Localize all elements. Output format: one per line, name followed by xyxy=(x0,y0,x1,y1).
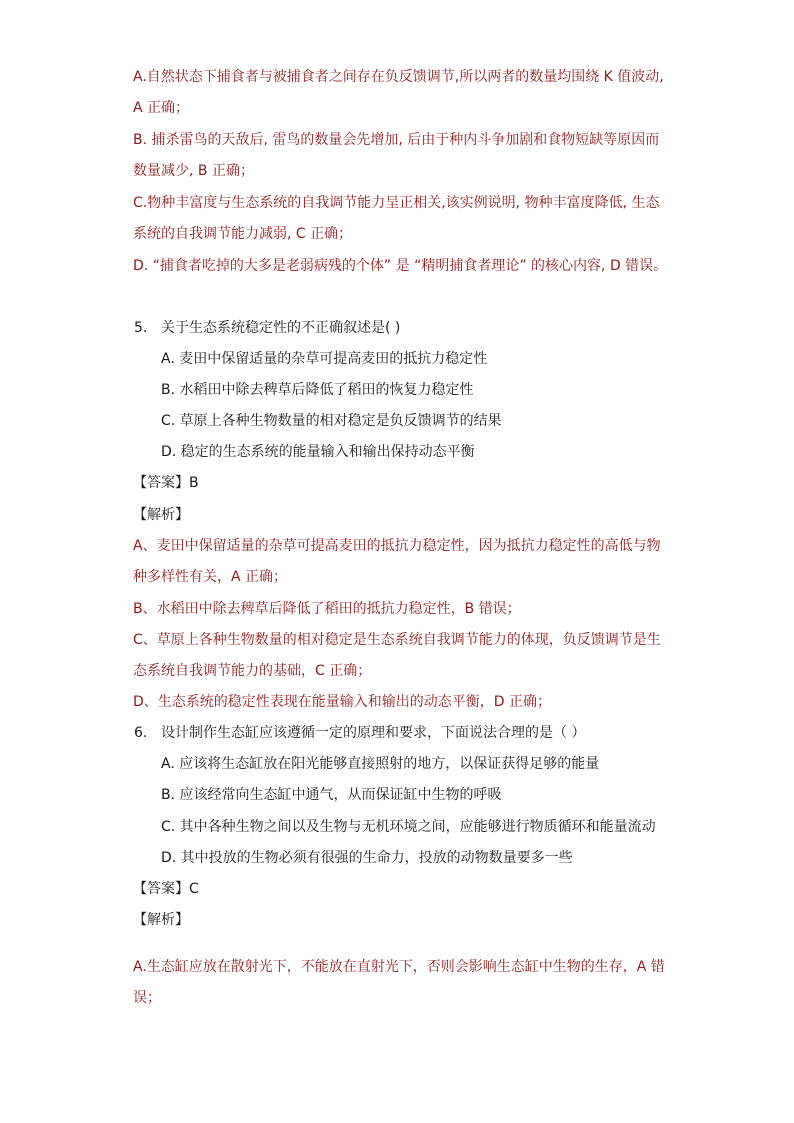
question-5-option-d: D. 稳定的生态系统的能量输入和输出保持动态平衡 xyxy=(161,444,475,460)
question-6-analysis-line-1: A.生态缸应放在散射光下，不能放在直射光下，否则会影响生态缸中生物的生存，A 错 xyxy=(133,959,665,975)
question-6-option-b: B. 应该经常向生态缸中通气，从而保证缸中生物的呼吸 xyxy=(161,787,502,803)
question-6-option-a: A. 应该将生态缸放在阳光能够直接照射的地方，以保证获得足够的能量 xyxy=(161,756,600,772)
prev-explanation-line-7: D. “捕食者吃掉的大多是老弱病残的个体” 是 “精明捕食者理论” 的核心内容, D 错误。 xyxy=(133,258,668,274)
question-5-analysis-line-3: B、水稻田中除去稗草后降低了稻田的抵抗力稳定性，B 错误； xyxy=(133,601,521,617)
question-5-option-a: A. 麦田中保留适量的杂草可提高麦田的抵抗力稳定性 xyxy=(161,351,488,367)
question-6-stem: 设计制作生态缸应该遵循一定的原理和要求，下面说法合理的是（ ） xyxy=(161,725,586,741)
question-5-analysis-line-1: A、麦田中保留适量的杂草可提高麦田的抵抗力稳定性，因为抵抗力稳定性的高低与物 xyxy=(133,538,661,554)
question-6-number: 6. xyxy=(134,725,148,741)
question-6-analysis-label: 【解析】 xyxy=(133,912,189,928)
question-5-answer: 【答案】B xyxy=(133,475,199,491)
prev-explanation-line-1: A.自然状态下捕食者与被捕食者之间存在负反馈调节,所以两者的数量均围绕 K 值波动, xyxy=(133,69,664,85)
prev-explanation-line-5: C.物种丰富度与生态系统的自我调节能力呈正相关,该实例说明, 物种丰富度降低, 生态 xyxy=(133,195,660,211)
question-6-option-d: D. 其中投放的生物必须有很强的生命力，投放的动物数量要多一些 xyxy=(161,850,573,866)
question-5-number: 5. xyxy=(134,320,148,336)
question-6-option-c: C. 其中各种生物之间以及生物与无机环境之间，应能够进行物质循环和能量流动 xyxy=(161,819,656,835)
question-6-analysis-line-2: 误； xyxy=(133,990,161,1006)
question-5-analysis-line-5: 态系统自我调节能力的基础，C 正确； xyxy=(133,663,372,679)
prev-explanation-line-2: A 正确； xyxy=(133,100,190,116)
question-5-option-c: C. 草原上各种生物数量的相对稳定是负反馈调节的结果 xyxy=(161,413,502,429)
prev-explanation-line-3: B. 捕杀雷鸟的天敌后, 雷鸟的数量会先增加, 后由于种内斗争加剧和食物短缺等原因而 xyxy=(133,132,660,148)
question-5-option-b: B. 水稻田中除去稗草后降低了稻田的恢复力稳定性 xyxy=(161,382,474,398)
prev-explanation-line-6: 系统的自我调节能力减弱, C 正确； xyxy=(133,226,353,242)
prev-explanation-line-4: 数量减少, B 正确； xyxy=(133,163,254,179)
question-5-stem: 关于生态系统稳定性的不正确叙述是( ) xyxy=(161,320,401,336)
question-5-analysis-label: 【解析】 xyxy=(133,507,189,523)
question-6-answer: 【答案】C xyxy=(133,881,199,897)
question-5-analysis-line-2: 种多样性有关，A 正确； xyxy=(133,569,288,585)
question-5-analysis-line-4: C、草原上各种生物数量的相对稳定是生态系统自我调节能力的体现，负反馈调节是生 xyxy=(133,632,661,648)
question-5-analysis-line-6: D、生态系统的稳定性表现在能量输入和输出的动态平衡，D 正确； xyxy=(133,694,552,710)
